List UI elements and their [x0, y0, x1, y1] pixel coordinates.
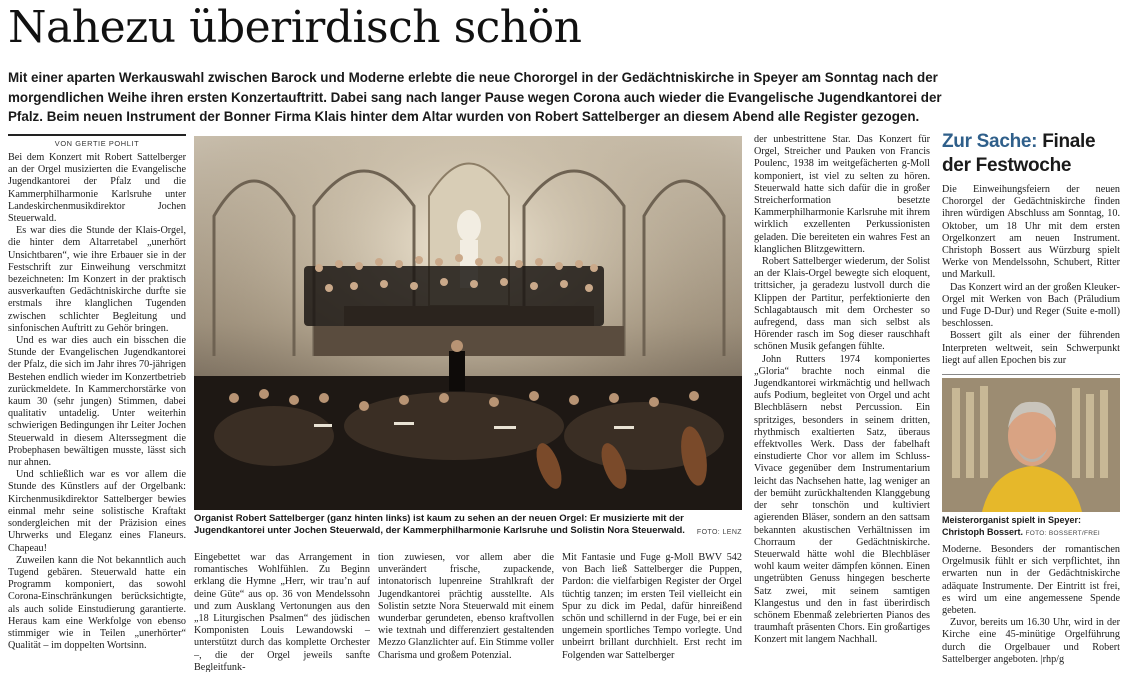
sidebar-body-lower: [942, 544, 1120, 672]
sidebar-title: Finale der Festwoche: [942, 131, 1096, 176]
sidebar-paragraph: Die Einweihungsfeiern der neuen Chororgel der Gedächtniskirche finden ihren würdigen Abschluss am Sonntag, 10. Oktober, um 18 Uhr mit dem ersten Orgelkonzert am neuen Instrument. Christoph Bossert aus Würzburg spielt Werke von Mendelssohn, Schubert, Ritter und Markull.: [942, 184, 1120, 281]
col5-paragraph: John Rutters 1974 komponiertes „Gloria“ brachte noch einmal die Jugendkantorei wirkmächtig und hellwach aufs Podium, begleitet von Orgel und acht Blechbläsern nebst Percussion. Ein spritziges, besonders in seinem dritten, rhythmisch exaltierten Satz, überaus effektvolles Werk. Dass der fabelhaft einstudierte Chor vor allem im Schluss-Vivace gegenüber dem Instrumentarium leicht das Nachsehen hatte, lag weniger an der bemüht zurückhaltenden Klanggebung der sehr tonschön und kultiviert agierenden Bläser, sondern an den sattsam bekannten akustischen Verhältnissen im Chorraum der Gedächtniskirche. Steuerwald hätte wohl die Blechbläser wohl kaum weiter dämpfen können. Einen ungetrübten Genuss hingegen bescherte Satz zwei, mit seinem samtigen Klangestus und den in fast überirdisch schönem Ebenmaß zelebrierten Pianos des traumhaft präsenten Chors. Ein großartiges Konzert mit langem Nachhall.: [754, 353, 930, 646]
col5-paragraph: Robert Sattelberger wiederum, der Solist an der Klais-Orgel bewegte sich eloquent, trittsicher, ja geradezu lustvoll durch die Klippen der Partitur, perfektionierte den Schlagabtausch mit dem Orchester so aufregend, dass man sich selbst als Hörender rasch im Sog dieser rauschhaft schönen Musik gefangen fühlte.: [754, 256, 930, 353]
col1-paragraph: Bei dem Konzert mit Robert Sattelberger an der Orgel musizierten die Evangelische Jugendkantorei der Pfalz und die Kammerphilharmonie Karlsruhe unter Landeskirchenmusikdirektor Jochen Steuerwald.: [8, 152, 186, 225]
col4-paragraph: Mit Fantasie und Fuge g-Moll BWV 542 von Bach ließ Sattelberger die Puppen, Pardon: die vielfarbigen Register der Orgel tüchtig tanzen; im ersten Teil vielleicht ein Spur zu dick im Pedal, dafür hinreißend schön und schillernd in der Fuge, bei er ein ungemein sportliches Tempo vorlegte. Und unbeirrt brillant durchhielt. Erst recht im Folgenden war Sattelberger: [562, 552, 742, 661]
teaser-lead: Mit einer aparten Werkauswahl zwischen Barock und Moderne erlebte die neue Chororgel in der Gedächtniskirche in Speyer am Sonntag nach der morgendlichen Weihe ihren ersten Konzertauftritt. Dabei sang nach langer Pause wegen Corona auch wieder die Evangelische Jugendkantorei der Pfalz. Beim neuen Instrument der Bonner Firma Klais hinter dem Altar wurden von Robert Sattelberger an diesem Abend alle Register gezogen.: [8, 70, 942, 125]
concert-photo: [194, 136, 742, 510]
concert-photo-illustration: [194, 136, 742, 510]
photo-caption: [194, 513, 742, 539]
organist-portrait: [942, 378, 1120, 512]
photo-credit: FOTO: LENZ: [696, 529, 742, 536]
column-1: [8, 152, 186, 672]
organist-portrait-illustration: [942, 378, 1120, 512]
portrait-credit: FOTO: BOSSERT/FREI: [1025, 529, 1101, 537]
portrait-caption-text: Meisterorganist spielt in Speyer: Christoph Bossert.: [942, 515, 1082, 537]
col3-paragraph: tion zuwiesen, vor allem aber die unverändert frische, zupackende, intonatorisch lupenreine Strahlkraft der Jugendkantorei prächtig ausstellte. Als Solistin setzte Nora Steuerwald mit einem wunderbar gerundeten, ebenso kraftvollen wie textnah und differenziert gestaltenden Mezzo Glanzlichter auf. Ein Stimme voller Charisma und großem Potenzial.: [378, 552, 554, 661]
byline: VON GERTIE POHLIT: [8, 134, 186, 148]
sidebar-paragraph: Bossert gilt als einer der führenden Interpreten weltweit, sein Schwerpunkt liegt auf allen Epochen bis zur: [942, 330, 1120, 366]
col1-paragraph: Zuweilen kann die Not bekanntlich auch Tugend gebären. Steuerwald hatte ein Programm komponiert, das sowohl Corona-Einschränkungen berücksichtigte, als auch solide Einstudierung garantierte. Heraus kam eine Werkfolge von ebenso stimmiger wie in Teilen „unerhörter“ Qualität – im doppelten Wortsinn.: [8, 554, 186, 652]
headline: Nahezu überirdisch schön: [8, 2, 582, 53]
photo-caption-text: Organist Robert Sattelberger (ganz hinten links) ist kaum zu sehen an der neuen Orgel: Er musizierte mit der Jugendkantorei unter Jochen Steuerwald, der Kammerphilharmonie Karlsruhe und Solistin Nora Steuerwald.: [194, 513, 685, 536]
sidebar-paragraph: Zuvor, bereits um 16.30 Uhr, wird in der Kirche eine 45-minütige Orgelführung durch die Orgelbauer und Robert Sattelberger angeboten. |rhp/g: [942, 617, 1120, 665]
column-2: [194, 552, 370, 672]
column-5: [754, 134, 930, 672]
sidebar-paragraph: Das Konzert wird an der großen Kleuker-Orgel mit Werken von Bach (Präludium und Fuge D-Dur) und Reger (Suite e-moll) beschlossen.: [942, 281, 1120, 330]
col5-paragraph: der unbestrittene Star. Das Konzert für Orgel, Streicher und Pauken von Francis Poulenc, 1938 im weitgefächerten g-Moll komponiert, ist viel zu selten zu hören. Steuerwald hatte sich dafür die in großer Streicherformation besetzte Kammerphilharmonie Karlsruhe mit ihrem wirklich exzellenten Perkussionisten geladen. Die bereiteten ein wahres Fest an klanglichen Blitzgewittern.: [754, 134, 930, 255]
col1-paragraph: Es war dies die Stunde der Klais-Orgel, die hinter dem Altarretabel „unerhört Unsichtbaren“, wie ihre Erbauer sie in der Festschrift zur Einweihung verschmitzt bezeichneten: Im Konzert in der praktisch ausverkauften Gedächtniskirche durfte sie erstmals ihre klanglichen Tugenden zwischen schlichter Begleitung und sinfonischen Auftritt zu Gehör bringen.: [8, 225, 186, 334]
col2-paragraph: Eingebettet war das Arrangement in romantisches Wohlfühlen. Zu Beginn erklang die Hymne „Herr, wir trau’n auf deine Güte“ aus op. 36 von Mendelssohn und zum Ausklang Vertonungen aus den „18 Liturgischen Psalmen“ des jüdischen Komponisten Louis Lewandowski – unterstützt durch das komplette Orchester –, die der Orgel jeweils sanfte Begleitfunk-: [194, 552, 370, 672]
sidebar-rule: [942, 374, 1120, 375]
sidebar-kicker: Zur Sache:: [942, 131, 1038, 152]
sidebar-body: [942, 184, 1120, 372]
sidebar-heading: [942, 130, 1120, 178]
portrait-caption: [942, 515, 1120, 539]
column-4: [562, 552, 742, 672]
column-3: [378, 552, 554, 672]
col1-paragraph: Und schließlich war es vor allem die Stunde des Künstlers auf der Orgelbank: Kirchenmusikdirektor Sattelberger bewies einmal mehr seine solistische Kraftakt sondergleichen mit der Präzision eines Uhrwerks und Eleganz eines Flaneurs. Chapeau!: [8, 469, 186, 554]
col1-paragraph: Und es war dies auch ein bisschen die Stunde der Evangelischen Jugendkantorei der Pfalz, die sich im Jahr ihres 70-jährigen Bestehen endlich wieder im Konzertbetrieb zurückmeldete. In Kammerchorstärke von kaum 30 (sehr jungen) Stimmen, dabei qualitativ untadelig. Unter weiterhin schwierigen Bedingungen ihr Leiter Jochen Steuerwald in diesem Alterssegment die Probephasen bewältigen musste, lässt sich nur ahnen.: [8, 335, 186, 469]
sidebar-paragraph: Moderne. Besonders der romantischen Orgelmusik fühlt er sich verpflichtet, ihn erwarten nun in der Gedächtniskirche adäquate Instrumente. Der Eintritt ist frei, es wird um eine angemessene Spende gebeten.: [942, 544, 1120, 617]
